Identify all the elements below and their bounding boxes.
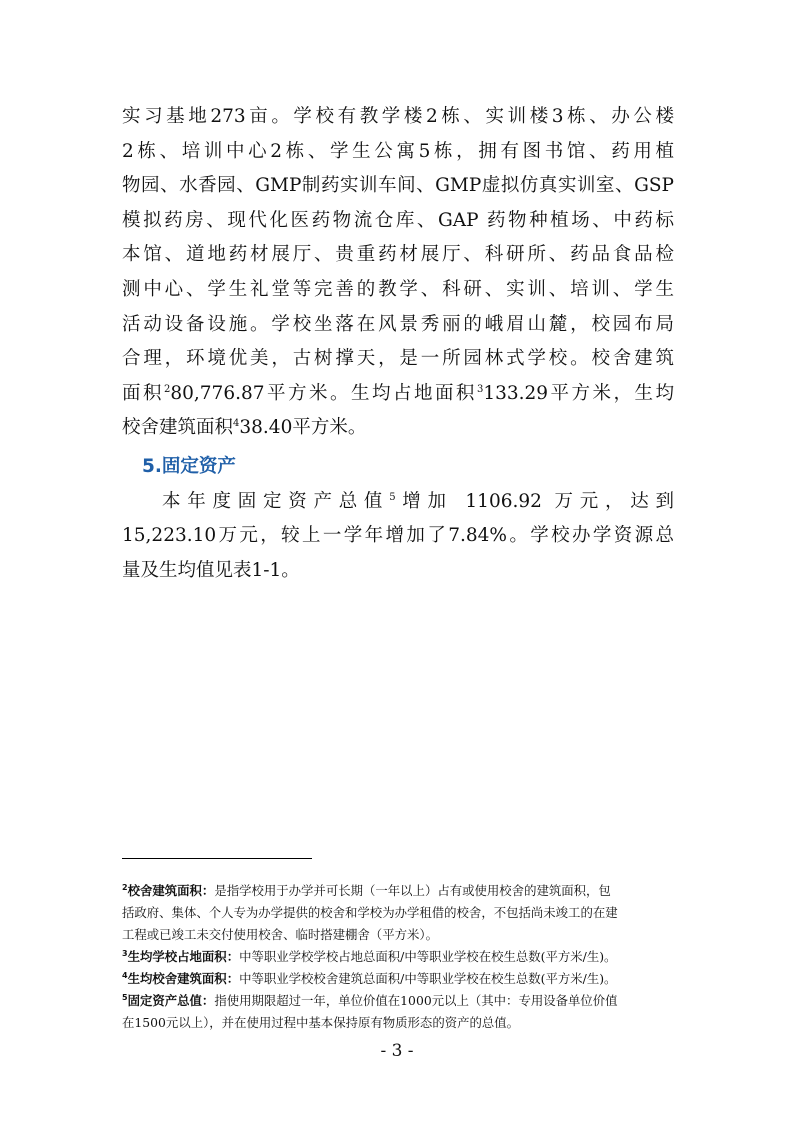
footnote-3	[122, 946, 678, 968]
footnote-4	[122, 968, 678, 990]
text-line: 量及生均值见表1-1。	[122, 559, 300, 581]
text-segment: 校舍建筑面积	[122, 417, 234, 439]
section-heading: 5.固定资产	[142, 455, 236, 477]
text-line: 2栋、培训中心2栋、学生公寓5栋，拥有图书馆、药用植	[122, 140, 674, 162]
footnote-line	[122, 968, 678, 990]
text-line: 活动设备设施。学校坐落在风景秀丽的峨眉山麓，校园布局	[122, 313, 674, 335]
footnote-ref[interactable]: 3	[476, 383, 484, 395]
footnote-line: 在1500元以上），并在使用过程中基本保持原有物质形态的资产的总值。	[122, 1015, 520, 1030]
footnote-number: 2	[122, 882, 128, 892]
footnote-number: 4	[122, 970, 128, 980]
paragraph-fixed-assets	[122, 485, 674, 589]
footnote-line	[122, 946, 678, 968]
text-line: 合理，环境优美，古树撑天，是一所园林式学校。校舍建筑	[122, 348, 674, 370]
text-segment: 本年度固定资产总值	[162, 490, 390, 512]
text-segment: 增加 1106.92 万元，达到	[395, 490, 674, 512]
body-text	[122, 100, 674, 588]
footnote-term: 校舍建筑面积：	[127, 883, 215, 898]
text-line: 15,223.10万元，较上一学年增加了7.84%。学校办学资源总	[122, 525, 674, 547]
footnote-text: 中等职业学校学校占地总面积/中等职业学校在校生总数(平方米/生)。	[239, 949, 617, 964]
text-segment: 面积	[122, 382, 164, 404]
footnote-5	[122, 990, 678, 1034]
footnote-ref[interactable]: 5	[389, 491, 396, 503]
text-segment: 80,776.87平方米。生均占地面积	[170, 382, 477, 404]
text-line	[122, 411, 674, 446]
footnote-text: 中等职业学校校舍建筑总面积/中等职业学校在校生总数(平方米/生)。	[239, 971, 617, 986]
text-line: 测中心、学生礼堂等完善的教学、科研、实训、培训、学生	[122, 278, 674, 300]
text-line	[122, 485, 674, 520]
text-line: 模拟药房、现代化医药物流仓库、GAP 药物种植场、中药标	[122, 209, 674, 231]
text-segment: 133.29平方米，生均	[483, 382, 674, 404]
page-number: - 3 -	[380, 1041, 414, 1061]
footnote-divider	[122, 858, 312, 859]
text-line: 本馆、道地药材展厅、贵重药材展厅、科研所、药品食品检	[122, 244, 674, 266]
footnote-number: 5	[122, 992, 128, 1002]
footnote-line	[122, 990, 678, 1012]
footnote-term: 固定资产总值：	[127, 993, 215, 1008]
footnote-text: 指使用期限超过一年，单位价值在1000元以上（其中：专用设备单位价值	[214, 993, 618, 1008]
paragraph-facilities	[122, 100, 674, 446]
footnote-line: 工程或已竣工未交付使用校舍、临时搭建棚舍（平方米）。	[122, 927, 438, 942]
footnote-line	[122, 880, 678, 902]
text-segment: 38.40平方米。	[239, 417, 367, 439]
footnote-term: 生均学校占地面积：	[127, 949, 240, 964]
text-line	[122, 377, 674, 412]
footnotes	[122, 880, 678, 1034]
footnote-ref[interactable]: 2	[163, 383, 171, 395]
footnote-line: 括政府、集体、个人专为办学提供的校舍和学校为办学租借的校舍，不包括尚未竣工的在建	[122, 905, 618, 920]
footnote-ref[interactable]: 4	[233, 418, 240, 430]
text-line: 物园、水香园、GMP制药实训车间、GMP虚拟仿真实训室、GSP	[122, 175, 674, 197]
footnote-term: 生均校舍建筑面积：	[127, 971, 240, 986]
footnote-number: 3	[122, 948, 128, 958]
footnote-2	[122, 880, 678, 946]
footnote-text: 是指学校用于办学并可长期（一年以上）占有或使用校舍的建筑面积，包	[214, 883, 611, 898]
text-line: 实习基地273亩。学校有教学楼2栋、实训楼3栋、办公楼	[122, 106, 674, 127]
